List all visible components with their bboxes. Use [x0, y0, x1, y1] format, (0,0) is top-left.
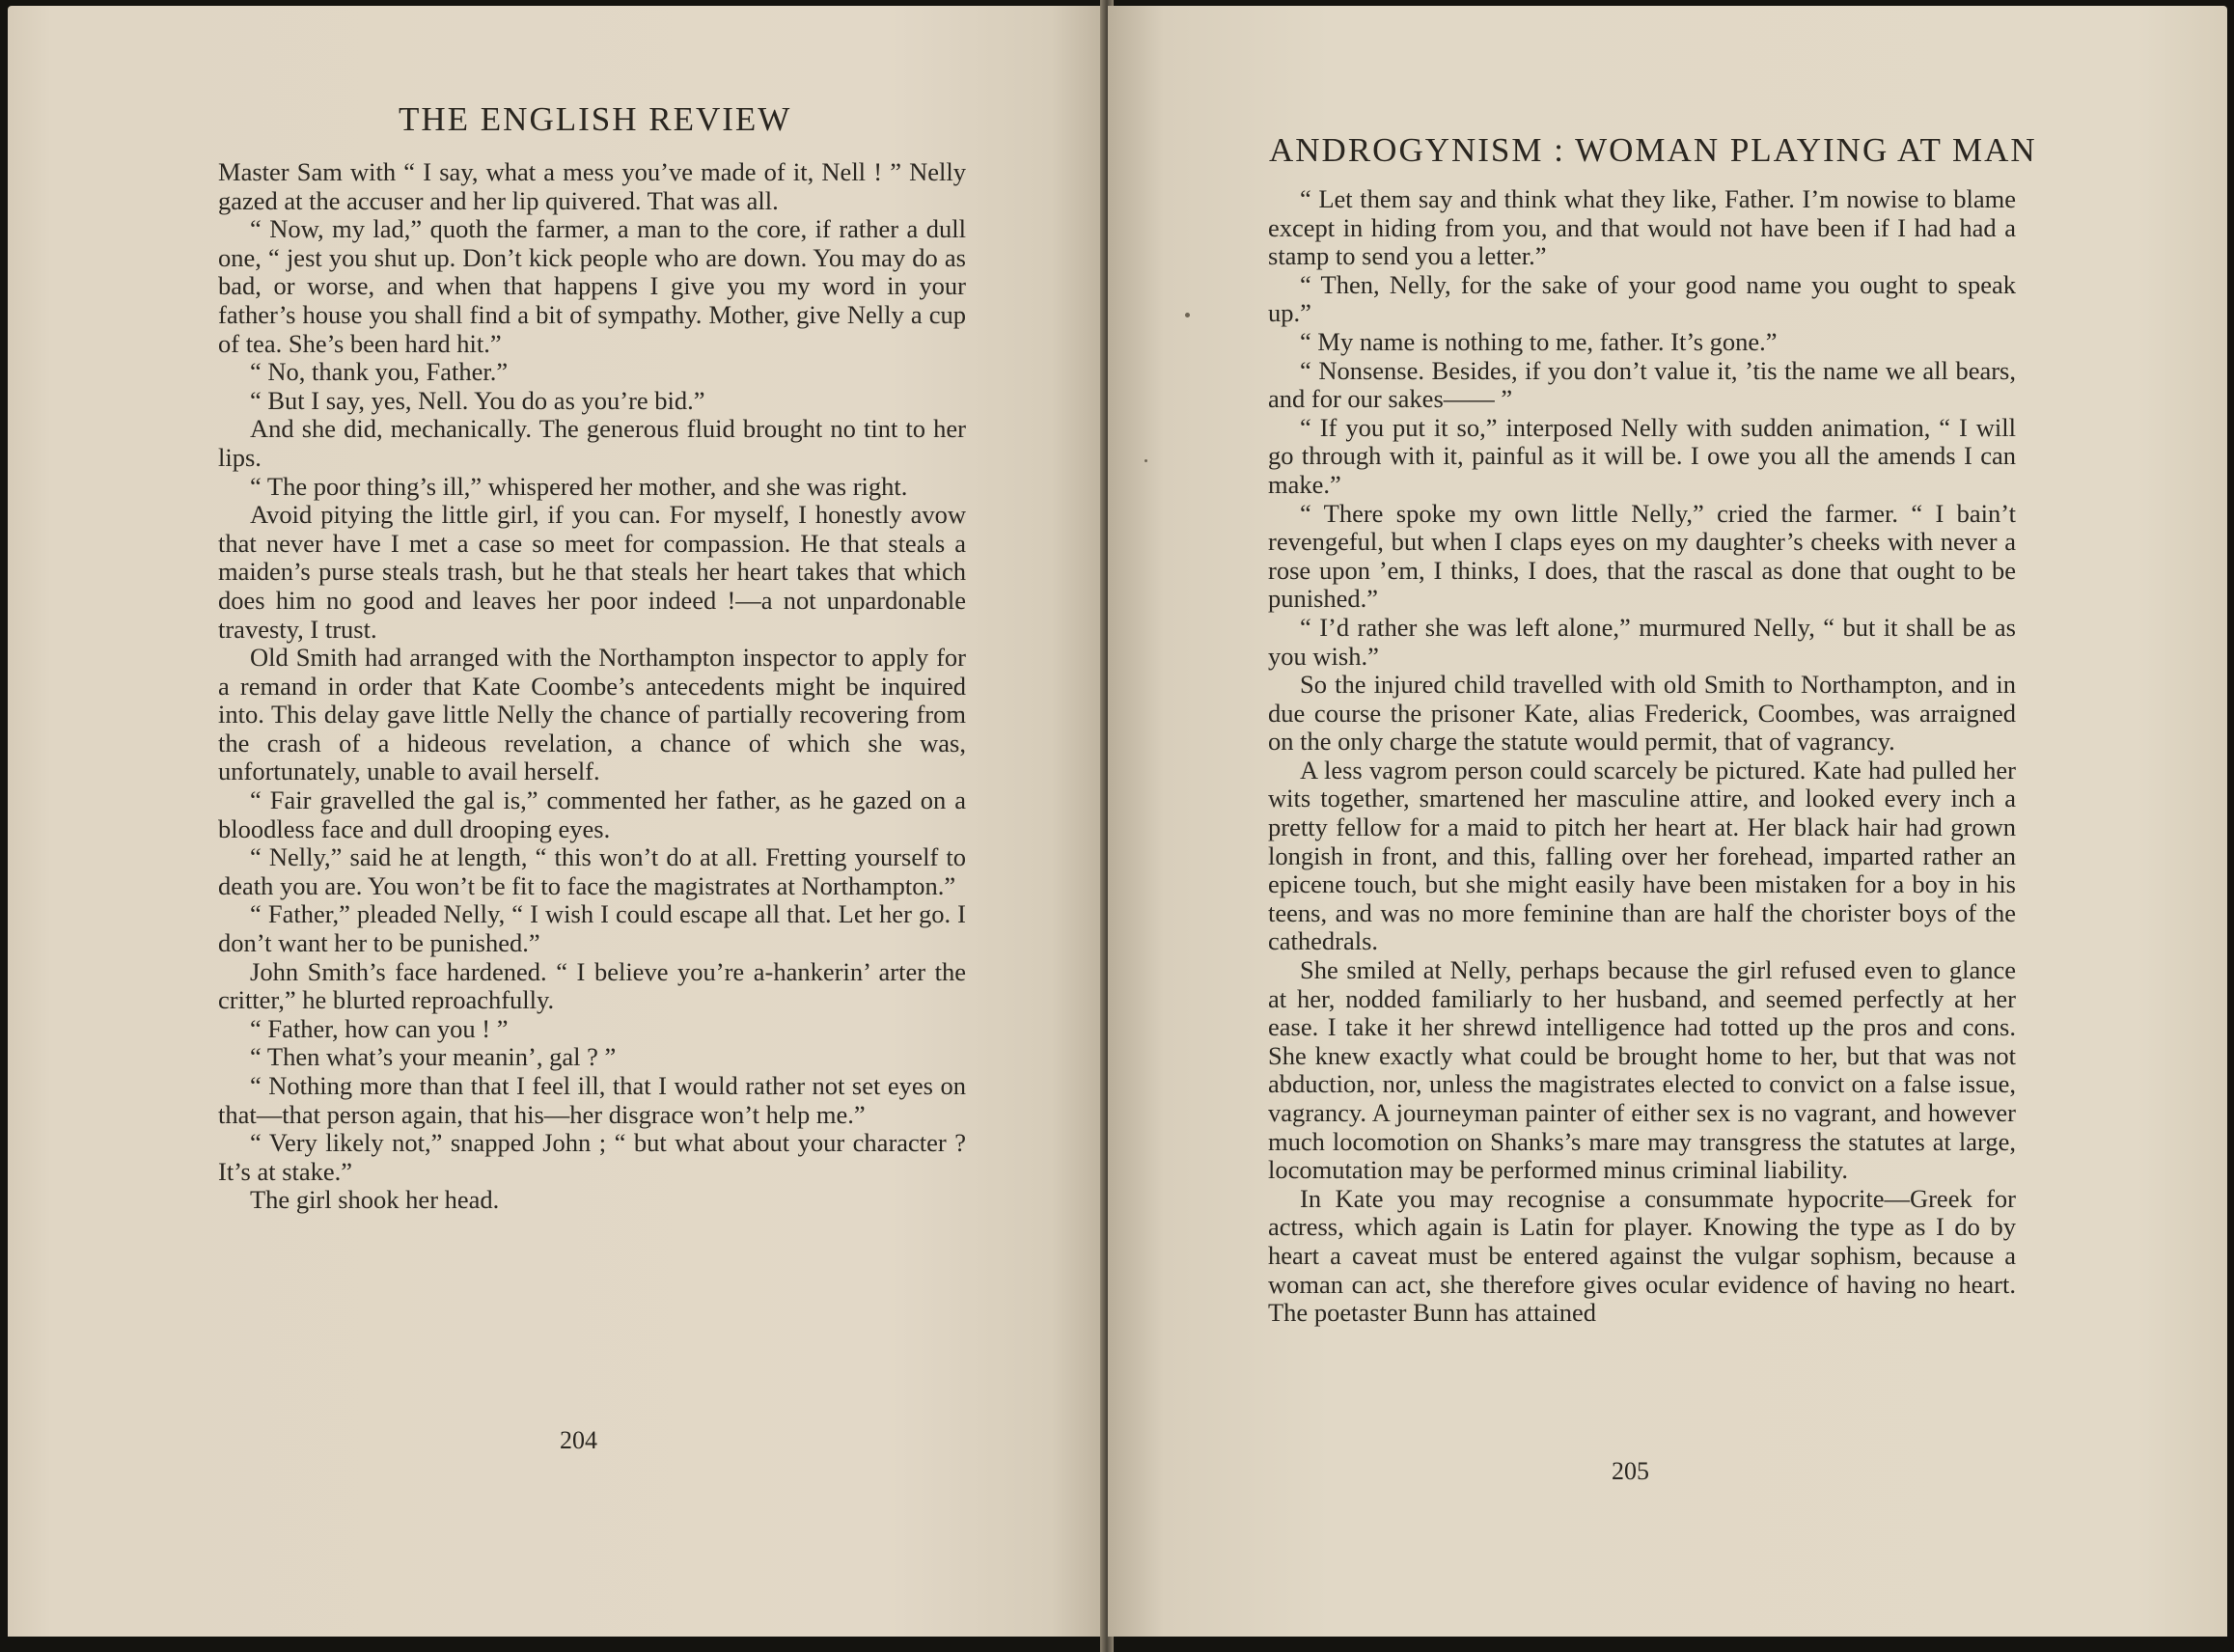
right-page-body [1268, 185, 2016, 1328]
paragraph: Master Sam with “ I say, what a mess you’ve made of it, Nell ! ” Nelly gazed at the accuser and her lip quivered. That was all. [218, 157, 966, 215]
paragraph: “ Nonsense. Besides, if you don’t value it, ’tis the name we all bears, and for our sakes—— ” [1268, 355, 2016, 414]
paragraph: “ Fair gravelled the gal is,” commented her father, as he gazed on a bloodless face and dull drooping eyes. [218, 785, 966, 843]
paragraph: “ I’d rather she was left alone,” murmured Nelly, “ but it shall be as you wish.” [1268, 612, 2016, 671]
paragraph: In Kate you may recognise a consummate hypocrite—Greek for actress, which again is Latin for player. Knowing the type as I do by heart a caveat must be entered against the vulgar sophism, because a woman can act, she therefore gives ocular evidence of having no heart. The poetaster Bunn has attained [1268, 1183, 2016, 1328]
paragraph: Old Smith had arranged with the Northampton inspector to apply for a remand in order that Kate Coombe’s antecedents might be inquired into. This delay gave little Nelly the chance of partially recovering from the crash of a hideous revelation, a chance of which she was, unfortunately, unable to avail herself. [218, 643, 966, 786]
paragraph: “ Now, my lad,” quoth the farmer, a man to the core, if rather a dull one, “ jest you shut up. Don’t kick people who are down. You may do as bad, or worse, and when that happens I give you my word in your father’s house you shall find a bit of sympathy. Mother, give Nelly a cup of tea. She’s been hard hit.” [218, 214, 966, 358]
paragraph: And she did, mechanically. The generous fluid brought no tint to her lips. [218, 414, 966, 472]
paragraph: “ My name is nothing to me, father. It’s gone.” [1300, 326, 1778, 356]
paragraph: “ No, thank you, Father.” [250, 357, 509, 387]
paragraph: “ Father, how can you ! ” [250, 1013, 509, 1043]
running-head-left: THE ENGLISH REVIEW [399, 100, 792, 138]
paragraph: “ Then what’s your meanin’, gal ? ” [250, 1042, 617, 1072]
paragraph: Avoid pitying the little girl, if you can. For myself, I honestly avow that never have I met a case so meet for compassion. He that steals a maiden’s purse steals trash, but he that steals her heart takes that which does him no good and leaves her poor indeed !—a not unpardonable travesty, I trust. [218, 500, 966, 644]
paragraph: “ Then, Nelly, for the sake of your good name you ought to speak up.” [1268, 269, 2016, 328]
paragraph: “ Let them say and think what they like, Father. I’m nowise to blame except in hiding from you, and that would not have been if I had had a stamp to send you a letter.” [1268, 184, 2016, 271]
left-page-body [218, 158, 966, 1215]
paragraph: A less vagrom person could scarcely be pictured. Kate had pulled her wits together, smartened her masculine attire, and looked every inch a pretty fellow for a maid to pitch her heart at. Her black hair had grown longish in front, and this, falling over her forehead, imparted rather an epicene touch, but she might easily have been mistaken for a boy in his teens, and was no more feminine than are half the chorister boys of the cathedrals. [1268, 755, 2016, 956]
paper-speck [1145, 459, 1147, 462]
paragraph: “ Nelly,” said he at length, “ this won’t do at all. Fretting yourself to death you are. You won’t be fit to face the magistrates at Northampton.” [218, 842, 966, 900]
right-page [1108, 6, 2227, 1637]
paragraph: “ There spoke my own little Nelly,” cried the farmer. “ I bain’t revengeful, but when I claps eyes on my daughter’s cheeks with never a rose upon ’em, I thinks, I does, that the rascal as done that ought to be punished.” [1268, 498, 2016, 614]
page-number-left: 204 [560, 1426, 597, 1454]
paragraph: She smiled at Nelly, perhaps because the girl refused even to glance at her, nodded familiarly to her husband, and seemed perfectly at her ease. I take it her shrewd intelligence had totted up the pros and cons. She knew exactly what could be brought home to her, but that was not abduction, nor, unless the magistrates elected to convict on a false issue, vagrancy. A journeyman painter of either sex is no vagrant, and however much locomotion on Shanks’s mare may transgress the statutes at large, locomutation may be performed minus criminal liability. [1268, 955, 2016, 1185]
paragraph: So the injured child travelled with old Smith to Northampton, and in due course the prisoner Kate, alias Frederick, Coombes, was arraigned on the only charge the statute would permit, that of vagrancy. [1268, 670, 2016, 757]
running-head-right: ANDROGYNISM : WOMAN PLAYING AT MAN [1269, 131, 2037, 169]
paragraph: “ Father,” pleaded Nelly, “ I wish I could escape all that. Let her go. I don’t want her to be punished.” [218, 899, 966, 958]
paragraph: “ The poor thing’s ill,” whispered her mother, and she was right. [250, 471, 908, 501]
left-page [8, 6, 1106, 1637]
paragraph: The girl shook her head. [250, 1185, 500, 1215]
page-number-right: 205 [1612, 1457, 1649, 1485]
paragraph: “ Very likely not,” snapped John ; “ but what about your character ? It’s at stake.” [218, 1128, 966, 1186]
paragraph: “ If you put it so,” interposed Nelly with sudden animation, “ I will go through with it, painful as it will be. I owe you all the amends I can make.” [1268, 412, 2016, 499]
paper-speck [1185, 313, 1190, 317]
paragraph: “ Nothing more than that I feel ill, that I would rather not set eyes on that—that person again, that his—her disgrace won’t help me.” [218, 1071, 966, 1129]
paragraph: “ But I say, yes, Nell. You do as you’re bid.” [250, 385, 705, 415]
paragraph: John Smith’s face hardened. “ I believe you’re a-hankerin’ arter the critter,” he blurted reproachfully. [218, 956, 966, 1015]
